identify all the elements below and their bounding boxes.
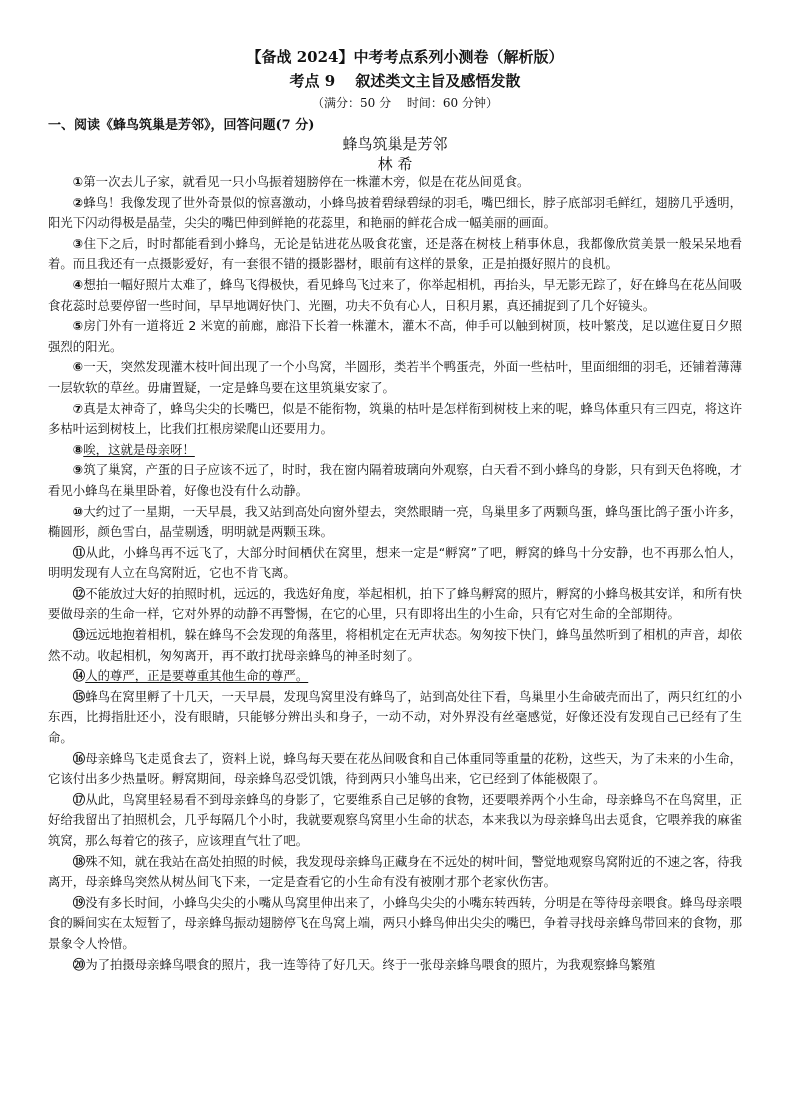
paragraph-number: ⑩: [72, 503, 84, 519]
paragraph: [48, 893, 742, 955]
paragraph: [48, 172, 742, 193]
paragraph-number: ⑳: [72, 956, 86, 972]
paragraph-text: 一天，突然发现灌木枝叶间出现了一个小鸟窝，半圆形，类若半个鸭蛋壳，外面一些枯叶，里面细细的羽毛，还铺着薄薄一层软软的草丝。毋庸置疑，一定是蜂鸟要在这里筑巢安家了。: [48, 359, 742, 395]
paragraph-text: 住下之后，时时都能看到小蜂鸟，无论是钻进花丛吸食花蜜，还是落在树枝上稍事休息，我都像欣赏美景一般呆呆地看着。而且我还有一点摄影爱好，有一套很不错的摄影器材，眼前有这样的景象，正是拍摄好照片的良机。: [48, 235, 743, 272]
exam-meta: （满分：50 分 时间：60 分钟）: [312, 96, 498, 110]
paragraph: [48, 543, 742, 584]
paragraph-number: ⑦: [72, 400, 84, 416]
article-author: 林 希: [377, 155, 413, 173]
paragraph: [48, 440, 742, 461]
paragraph-number: ⑯: [72, 750, 86, 766]
paragraph-text: 殊不知，就在我站在高处拍照的时候，我发现母亲蜂鸟正藏身在不远处的树叶间，警觉地观察鸟窝附近的不速之客，待我离开，母亲蜂鸟突然从树丛间飞下来，一定是查看它的小生命有没有被刚才那个老家伙伤害。: [48, 853, 743, 890]
paragraph-text: 真是太神奇了，蜂鸟尖尖的长嘴巴，似是不能衔物，筑巢的枯叶是怎样衔到树枝上来的呢，蜂鸟体重只有三四克，将这许多枯叶运到树枝上，比我们扛根房梁爬山还要用力。: [48, 400, 742, 437]
paragraph: [48, 234, 742, 275]
paragraph-number: ⑧: [72, 441, 84, 457]
paragraph: [48, 357, 742, 398]
paragraph-number: ③: [72, 235, 84, 251]
paragraph-text: 房门外有一道将近 2 米宽的前廊，廊沿下长着一株灌木，灌木不高，伸手可以触到树顶，枝叶繁茂，足以遮住夏日夕照强烈的阳光。: [48, 318, 742, 354]
paragraph: [48, 193, 742, 234]
paragraph-text: 大约过了一星期，一天早晨，我又站到高处向窗外望去，突然眼睛一亮，鸟巢里多了两颗鸟蛋，蜂鸟蛋比鸽子蛋小许多，椭圆形，颜色雪白，晶莹剔透，明明就是两颗玉珠。: [48, 503, 742, 540]
paragraph: [48, 460, 742, 501]
paragraph-number: ④: [72, 276, 84, 292]
question-heading: 一、阅读《蜂鸟筑巢是芳邻》，回答问题(7 分): [48, 118, 315, 133]
paragraph-text: 从此，小蜂鸟再不远飞了，大部分时间栖伏在窝里，想来一定是“孵窝”了吧，孵窝的蜂鸟十分安静，也不再那么怕人，明明发现有人立在鸟窝附近，它也不肯飞离。: [48, 544, 743, 581]
paragraph-text: 想拍一幅好照片太难了，蜂鸟飞得极快，看见蜂鸟飞过来了，你举起相机，再抬头，早无影无踪了，好在蜂鸟在花丛间吸食花蕊时总要停留一些时间，早早地调好快门、光圈，功夫不负有心人，日积月累，真还捕捉到了几个好镜头。: [48, 276, 742, 313]
paragraph-text: 为了拍摄母亲蜂鸟喂食的照片，我一连等待了好几天。终于一张母亲蜂鸟喂食的照片，为我观察蜂鸟繁殖: [85, 956, 656, 972]
paragraph-number: ⑨: [72, 462, 84, 478]
paragraph-text: 蜂鸟在窝里孵了十几天，一天早晨，发现鸟窝里没有蜂鸟了，站到高处往下看，鸟巢里小生命破壳而出了，两只红红的小东西，比拇指肚还小，没有眼睛，只能够分辨出头和身子，一动不动，对外界没有丝毫感觉，好像还没有发现自己已经有了生命。: [48, 688, 743, 746]
exam-topic: 考点 9 叙述类文主旨及感悟发散: [289, 72, 521, 90]
paragraph-number: ⑰: [72, 791, 86, 807]
paragraph-number: ⑬: [72, 627, 86, 643]
paragraph-number: ⑱: [72, 853, 86, 869]
paragraph-number: ⑤: [72, 318, 84, 334]
paragraph-number: ①: [72, 174, 84, 189]
paragraph-text: 第一次去儿子家，就看见一只小鸟振着翅膀停在一株灌木旁，似是在花丛间觅食。: [83, 174, 530, 189]
paragraph-text: 唉，这就是母亲呀！: [83, 441, 195, 457]
paragraph-text: 人的尊严，正是要尊重其他生命的尊严。: [85, 668, 309, 684]
paragraph-number: ⑥: [72, 359, 84, 375]
paragraph: [48, 790, 742, 852]
paragraph: [48, 852, 742, 893]
paragraph-number: ②: [72, 194, 84, 210]
paragraph: [48, 955, 742, 976]
paragraph: [48, 275, 742, 316]
paragraph: [48, 666, 742, 687]
paragraph-number: ⑲: [72, 894, 86, 910]
paragraph-text: 母亲蜂鸟飞走觅食去了，资料上说，蜂鸟每天要在花丛间吸食和自己体重同等重量的花粉，这些天，为了未来的小生命，它该付出多少热量呀。孵窝期间，母亲蜂鸟忍受饥饿，待到两只小雏鸟出来，它已经到了体能极限了。: [48, 750, 743, 787]
paragraph-text: 远远地抱着相机，躲在蜂鸟不会发现的角落里，将相机定在无声状态。匆匆按下快门，蜂鸟虽然听到了相机的声音，却依然不动。收起相机，匆匆离开，再不敢打扰母亲蜂鸟的神圣时刻了。: [48, 627, 743, 663]
paragraph-text: 没有多长时间，小蜂鸟尖尖的小嘴从鸟窝里伸出来了，小蜂鸟尖尖的小嘴东转西转，分明是在等待母亲喂食。蜂鸟母亲喂食的瞬间实在太短暂了，母亲蜂鸟振动翅膀停飞在鸟窝上端，两只小蜂鸟伸出尖尖的嘴巴，争着寻找母亲蜂鸟带回来的食物，那景象令人怜惜。: [48, 894, 743, 951]
exam-title: 【备战 2024】中考考点系列小测卷（解析版）: [246, 48, 564, 66]
paragraph: [48, 316, 742, 357]
paragraph-text: 从此，鸟窝里轻易看不到母亲蜂鸟的身影了，它要维系自己足够的食物，还要喂养两个小生命，母亲蜂鸟不在鸟窝里，正好给我留出了拍照机会，几乎每隔几个小时，我就要观察鸟窝里小生命的状态，本来我以为母亲蜂鸟出去觅食，它喂养我的麻雀筑窝，那么每着它的孩子，应该理直气壮了吧。: [48, 791, 743, 848]
paragraph: [48, 625, 742, 666]
paragraph-number: ⑪: [72, 544, 86, 560]
paragraph-text: 不能放过大好的拍照时机，远远的，我选好角度，举起相机，拍下了蜂鸟孵窝的照片，孵窝的小蜂鸟极其安详，和所有快要做母亲的生命一样，它对外界的动静不再警惕，在它的心里，只有即将出生的小生命，只有它对生命的全部期待。: [48, 585, 743, 622]
paragraph-text: 蜂鸟！我像发现了世外奇景似的惊喜激动，小蜂鸟披着碧绿碧绿的羽毛，嘴巴细长，脖子底部羽毛鲜红，翅膀几乎透明，阳光下闪动得极是晶莹，尖尖的嘴巴伸到鲜艳的花蕊里，和艳丽的鲜花合成一幅美丽的画面。: [48, 194, 742, 231]
paragraph: [48, 584, 742, 625]
paragraph-number: ⑮: [72, 688, 86, 704]
paragraph-number: ⑫: [72, 585, 86, 601]
paragraph: [48, 687, 742, 749]
paragraph-number: ⑭: [72, 668, 86, 684]
article-body: [48, 172, 742, 975]
article-title: 蜂鸟筑巢是芳邻: [342, 135, 448, 153]
paragraph: [48, 502, 742, 543]
paragraph-text: 筑了巢窝，产蛋的日子应该不远了，时时，我在窗内隔着玻璃向外观察，白天看不到小蜂鸟的身影，只有到天色将晚，才看见小蜂鸟在巢里卧着，好像也没有什么动静。: [48, 462, 742, 498]
paragraph: [48, 749, 742, 790]
paragraph: [48, 399, 742, 440]
